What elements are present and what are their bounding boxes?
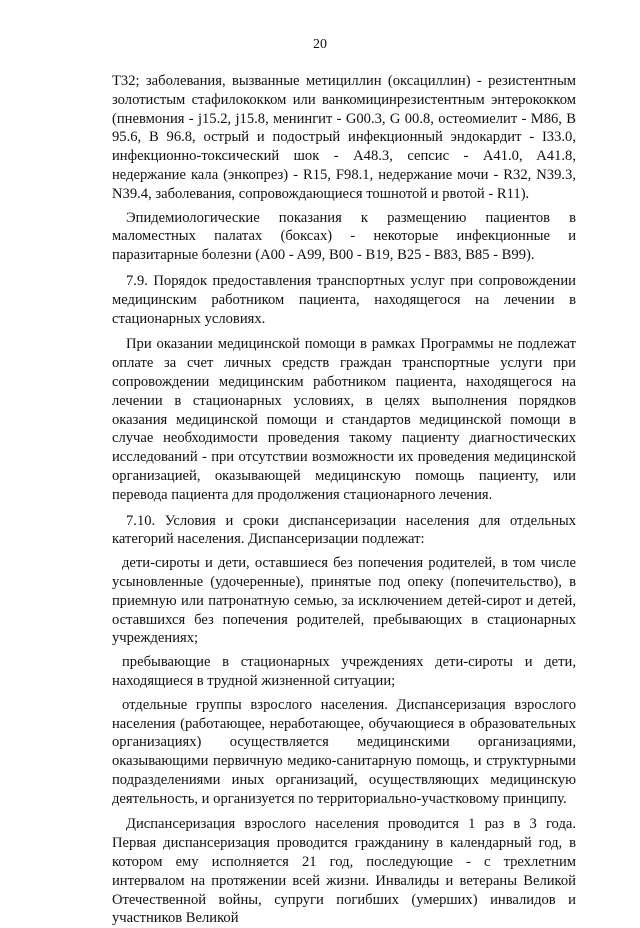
paragraph-difficult-situation-list-item: пребывающие в стационарных учреждениях дети-сироты и дети, находящиеся в трудной жизненной ситуации; [112, 654, 576, 689]
paragraph-adult-dispensarization-frequency: Диспансеризация взрослого населения проводится 1 раз в 3 года. Первая диспансеризация проводится гражданину в календарный год, в котором ему исполняется 21 год, последующие - с трехлетним интервалом на протяжении всей жизни. Инвалиды и ветераны Великой Отечественной войны, супруги погибших (умерших) инвалидов и участников Великой [112, 816, 576, 927]
paragraph-epidemiological-indications: Эпидемиологические показания к размещению пациентов в маломестных палатах (боксах) - некоторые инфекционные и паразитарные болезни (A00 - A99, B00 - B19, B25 - B83, B85 - B99). [112, 209, 576, 264]
paragraph-orphans-list-item: дети-сироты и дети, оставшиеся без попечения родителей, в том числе усыновленные (удочеренные), принятые под опеку (попечительство), в приемную или патронатную семью, за исключением детей-сирот и детей, оставшихся без попечения родителей, пребывающих в стационарных учреждениях; [112, 555, 576, 647]
document-body [112, 72, 576, 928]
paragraph-transport-services: При оказании медицинской помощи в рамках Программы не подлежат оплате за счет личных средств граждан транспортные услуги при сопровождении медицинским работником пациента, находящегося на лечении в стационарных условиях, в целях выполнения порядков оказания медицинской помощи и стандартов медицинской помощи в случае необходимости проведения такому пациенту диагностических исследований - при отсутствии возможности их проведения медицинской организацией, оказывающей медицинскую помощь пациенту, или перевода пациента для продолжения стационарного лечения. [112, 336, 576, 503]
paragraph-adult-groups-list-item: отдельные группы взрослого населения. Диспансеризация взрослого населения (работающее, неработающее, обучающиеся в образовательных организациях) осуществляется медицинскими организациями, оказывающими первичную медико-санитарную помощь, и структурными подразделениями иных организаций, осуществляющих медицинскую деятельность, и организуется по территориально-участковому принципу. [112, 696, 576, 807]
paragraph-section-7-9-heading: 7.9. Порядок предоставления транспортных услуг при сопровождении медицинским работником пациента, находящегося на лечении в стационарных условиях. [112, 272, 576, 327]
paragraph-section-7-10-heading: 7.10. Условия и сроки диспансеризации населения для отдельных категорий населения. Диспансеризации подлежат: [112, 512, 576, 548]
page-number: 20 [313, 37, 327, 52]
paragraph-infection-codes: T32; заболевания, вызванные метициллин (оксациллин) - резистентным золотистым стафилококком или ванкомицинрезистентным энтерококком (пневмония - j15.2, j15.8, менингит - G00.3, G 00.8, остеомиелит - M86, B 95.6, B 96.8, острый и подострый инфекционный эндокардит - I33.0, инфекционно-токсический шок - A48.3, сепсис - A41.0, A41.8, недержание кала (энкопрез) - R15, F98.1, недержание мочи - R32, N39.3, N39.4, заболевания, сопровождающиеся тошнотой и рвотой - R11). [112, 73, 576, 202]
